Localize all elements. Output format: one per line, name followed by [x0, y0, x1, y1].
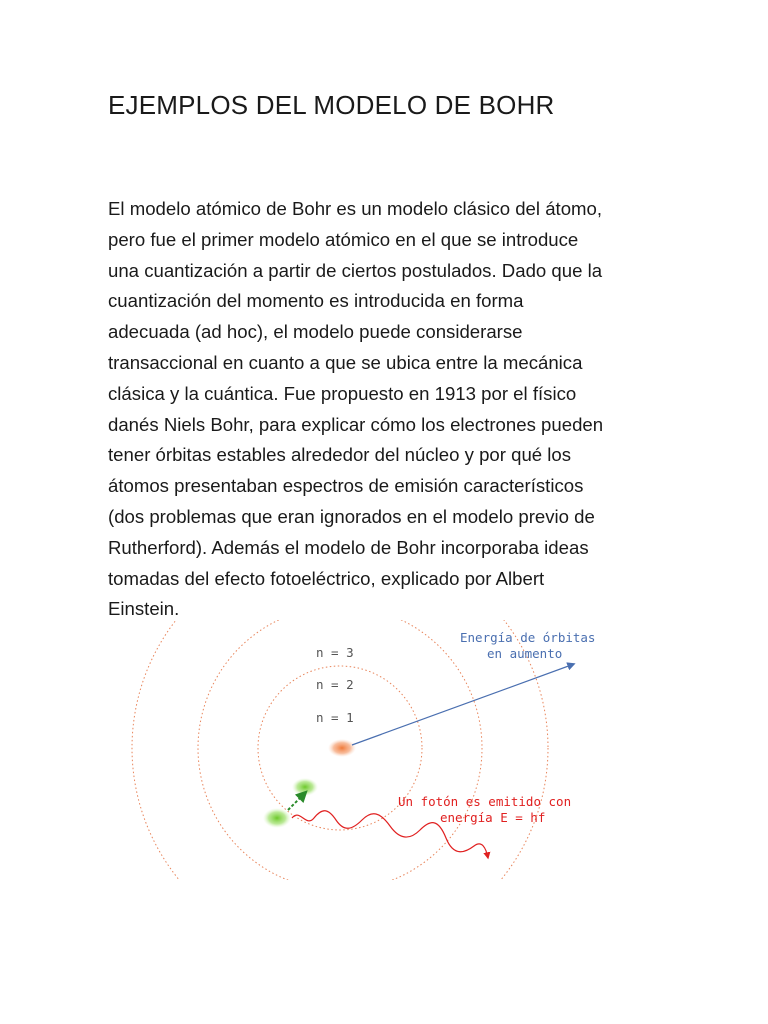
paragraph-line: transaccional en cuanto a que se ubica entre la mecánica — [108, 351, 583, 373]
paragraph-line: (dos problemas que eran ignorados en el modelo previo de — [108, 505, 595, 527]
photon-caption-line-1: Un fotón es emitido con — [398, 794, 572, 809]
orbit-label-n3: n = 3 — [316, 645, 354, 660]
paragraph-line: cuantización del momento es introducida en forma — [108, 290, 524, 312]
paragraph-line: El modelo atómico de Bohr es un modelo clásico del átomo, — [108, 198, 603, 219]
paragraph-line: átomos presentaban espectros de emisión característicos — [108, 475, 584, 497]
orbit-label-n1: n = 1 — [316, 710, 354, 725]
nucleus — [328, 739, 356, 757]
paragraph-line: tener órbitas estables alrededor del núcleo y por qué los — [108, 444, 572, 466]
electron-lower — [263, 808, 291, 828]
paragraph-line: pero fue el primer modelo atómico en el que se introduce — [108, 228, 579, 250]
paragraph-line: Einstein. — [108, 598, 180, 620]
paragraph-line: tomadas del efecto fotoeléctrico, explicado por Albert — [108, 567, 545, 589]
photon-caption-line-2: energía E = hf — [440, 810, 546, 825]
paragraph-line: una cuantización a partir de ciertos postulados. Dado que la — [108, 259, 603, 281]
document-title: EJEMPLOS DEL MODELO DE BOHR — [108, 90, 555, 120]
paragraph-line: clásica y la cuántica. Fue propuesto en 1913 por el físico — [108, 382, 577, 404]
paragraph-line: Rutherford). Además el modelo de Bohr incorporaba ideas — [108, 536, 589, 558]
document-paragraph — [108, 194, 668, 625]
bohr-model-figure — [0, 620, 768, 880]
paragraph-line: adecuada (ad hoc), el modelo puede considerarse — [108, 321, 523, 343]
orbit-label-n2: n = 2 — [316, 677, 354, 692]
energy-caption-line-2: en aumento — [487, 646, 563, 661]
paragraph-line: danés Niels Bohr, para explicar cómo los electrones pueden — [108, 413, 604, 435]
electron-upper — [292, 778, 318, 796]
energy-caption-line-1: Energía de órbitas — [460, 630, 596, 645]
electron-transition-arrow — [288, 792, 306, 810]
